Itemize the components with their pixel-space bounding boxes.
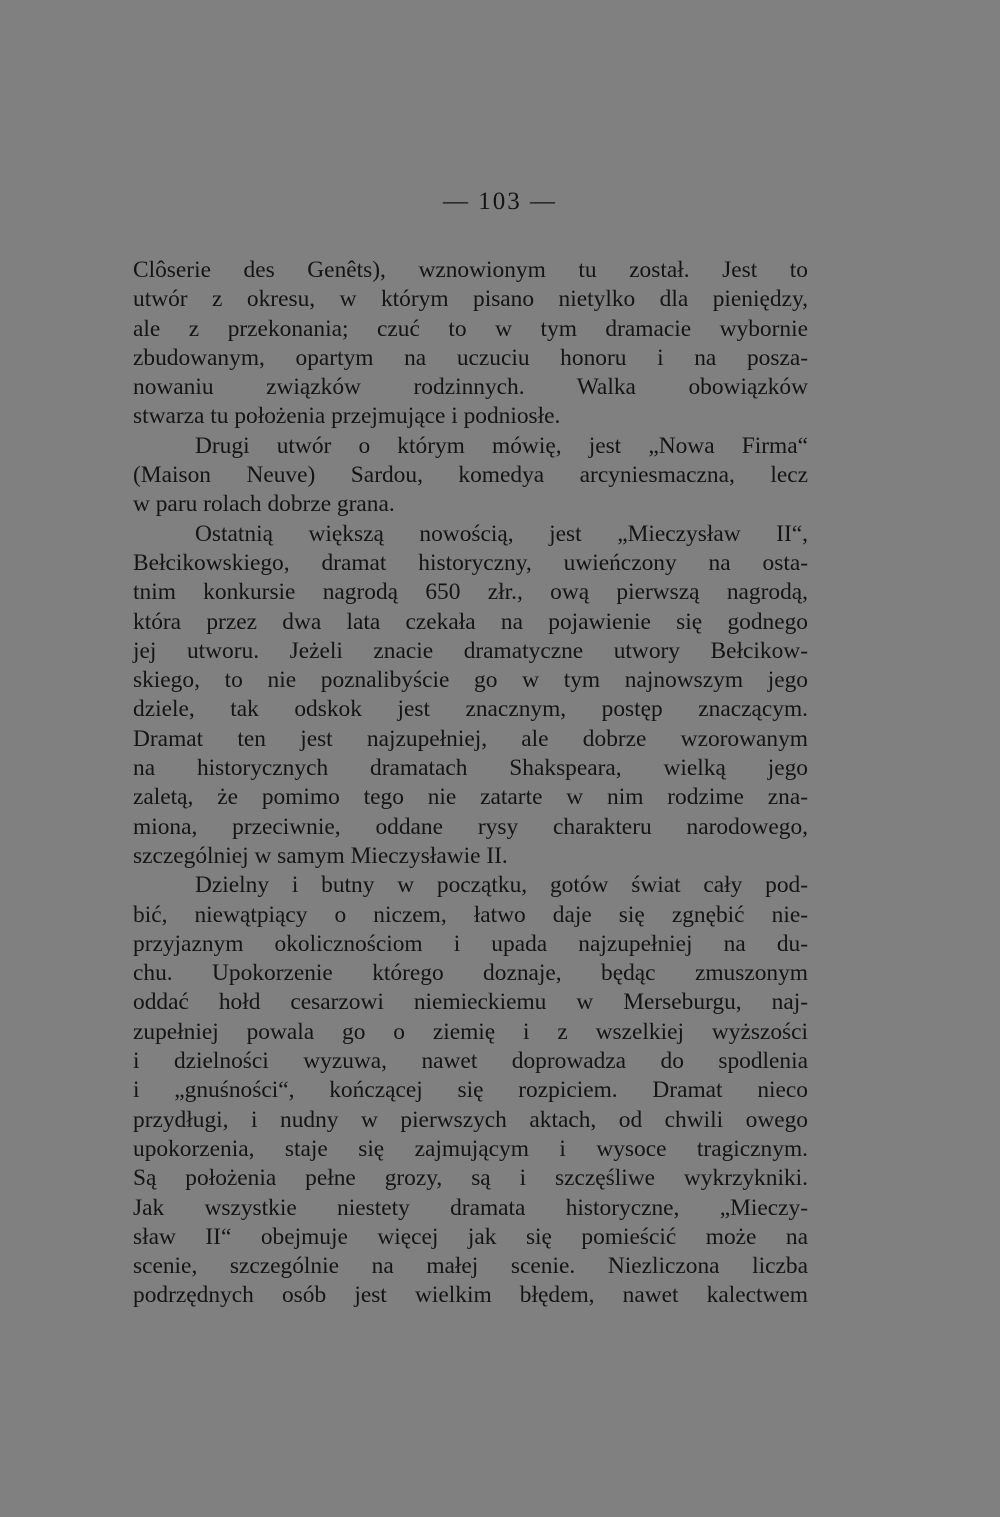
text-line: sław II“ obejmuje więcej jak się pomieścić może na <box>133 1223 808 1250</box>
text-line: Są położenia pełne grozy, są i szczęśliwe wykrzykniki. <box>133 1165 808 1192</box>
text-line: (Maison Neuve) Sardou, komedya arcyniesmaczna, lecz <box>133 462 808 489</box>
text-line: bić, niewątpiący o niczem, łatwo daje się zgnębić nie- <box>133 901 808 928</box>
text-line: Clôserie des Genêts), wznowionym tu został. Jest to <box>133 257 808 283</box>
text-line: przyjaznym okolicznościom i upada najzupełniej na du- <box>133 930 808 957</box>
text-line: podrzędnych osób jest wielkim błędem, nawet kalectwem <box>133 1282 808 1309</box>
text-line: w paru rolach dobrze grana. <box>133 491 395 518</box>
text-line: miona, przeciwnie, oddane rysy charakteru narodowego, <box>133 813 808 840</box>
text-line: zupełniej powala go o ziemię i z wszelkiej wyższości <box>133 1018 808 1045</box>
text-line: i dzielności wyzuwa, nawet doprowadza do spodlenia <box>133 1048 808 1075</box>
text-line: Bełcikowskiego, dramat historyczny, uwieńczony na osta- <box>133 549 808 576</box>
text-line: upokorzenia, staje się zajmującym i wysoce tragicznym. <box>133 1135 808 1162</box>
text-line: Ostatnią większą nowością, jest „Mieczysław II“, <box>195 520 808 547</box>
text-line: przydługi, i nudny w pierwszych aktach, od chwili owego <box>133 1106 808 1133</box>
text-line: zbudowanym, opartym na uczuciu honoru i na posza- <box>133 344 808 371</box>
text-line: utwór z okresu, w którym pisano nietylko dla pieniędzy, <box>133 286 808 313</box>
text-line: Dzielny i butny w początku, gotów świat cały pod- <box>195 872 808 899</box>
text-line: stwarza tu położenia przejmujące i podniosłe. <box>133 403 561 430</box>
text-line: tnim konkursie nagrodą 650 złr., ową pierwszą nagrodą, <box>133 579 808 606</box>
text-line: skiego, to nie poznalibyście go w tym najnowszym jego <box>133 667 808 694</box>
text-line: Drugi utwór o którym mówię, jest „Nowa Firma“ <box>195 432 808 459</box>
text-line: dziele, tak odskok jest znacznym, postęp znaczącym. <box>133 696 808 723</box>
text-line: Dramat ten jest najzupełniej, ale dobrze wzorowanym <box>133 725 808 752</box>
text-line: na historycznych dramatach Shakspeara, wielką jego <box>133 755 808 782</box>
page-number: — 103 — <box>443 188 557 215</box>
text-line: szczególniej w samym Mieczysławie II. <box>133 842 508 869</box>
text-line: i „gnuśności“, kończącej się rozpiciem. Dramat nieco <box>133 1077 808 1104</box>
text-line: ale z przekonania; czuć to w tym dramacie wybornie <box>133 315 808 342</box>
text-line: zaletą, że pomimo tego nie zatarte w nim rodzime zna- <box>133 784 808 811</box>
text-line: jej utworu. Jeżeli znacie dramatyczne utwory Bełcikow- <box>133 637 808 664</box>
text-line: scenie, szczególnie na małej scenie. Niezliczona liczba <box>133 1253 808 1280</box>
body-text <box>133 256 808 1311</box>
text-line: która przez dwa lata czekała na pojawienie się godnego <box>133 608 808 635</box>
text-line: nowaniu związków rodzinnych. Walka obowiązków <box>133 374 808 401</box>
text-line: chu. Upokorzenie którego doznaje, będąc zmuszonym <box>133 960 808 987</box>
text-line: Jak wszystkie niestety dramata historyczne, „Mieczy- <box>133 1194 808 1221</box>
text-line: oddać hołd cesarzowi niemieckiemu w Merseburgu, naj- <box>133 989 808 1016</box>
